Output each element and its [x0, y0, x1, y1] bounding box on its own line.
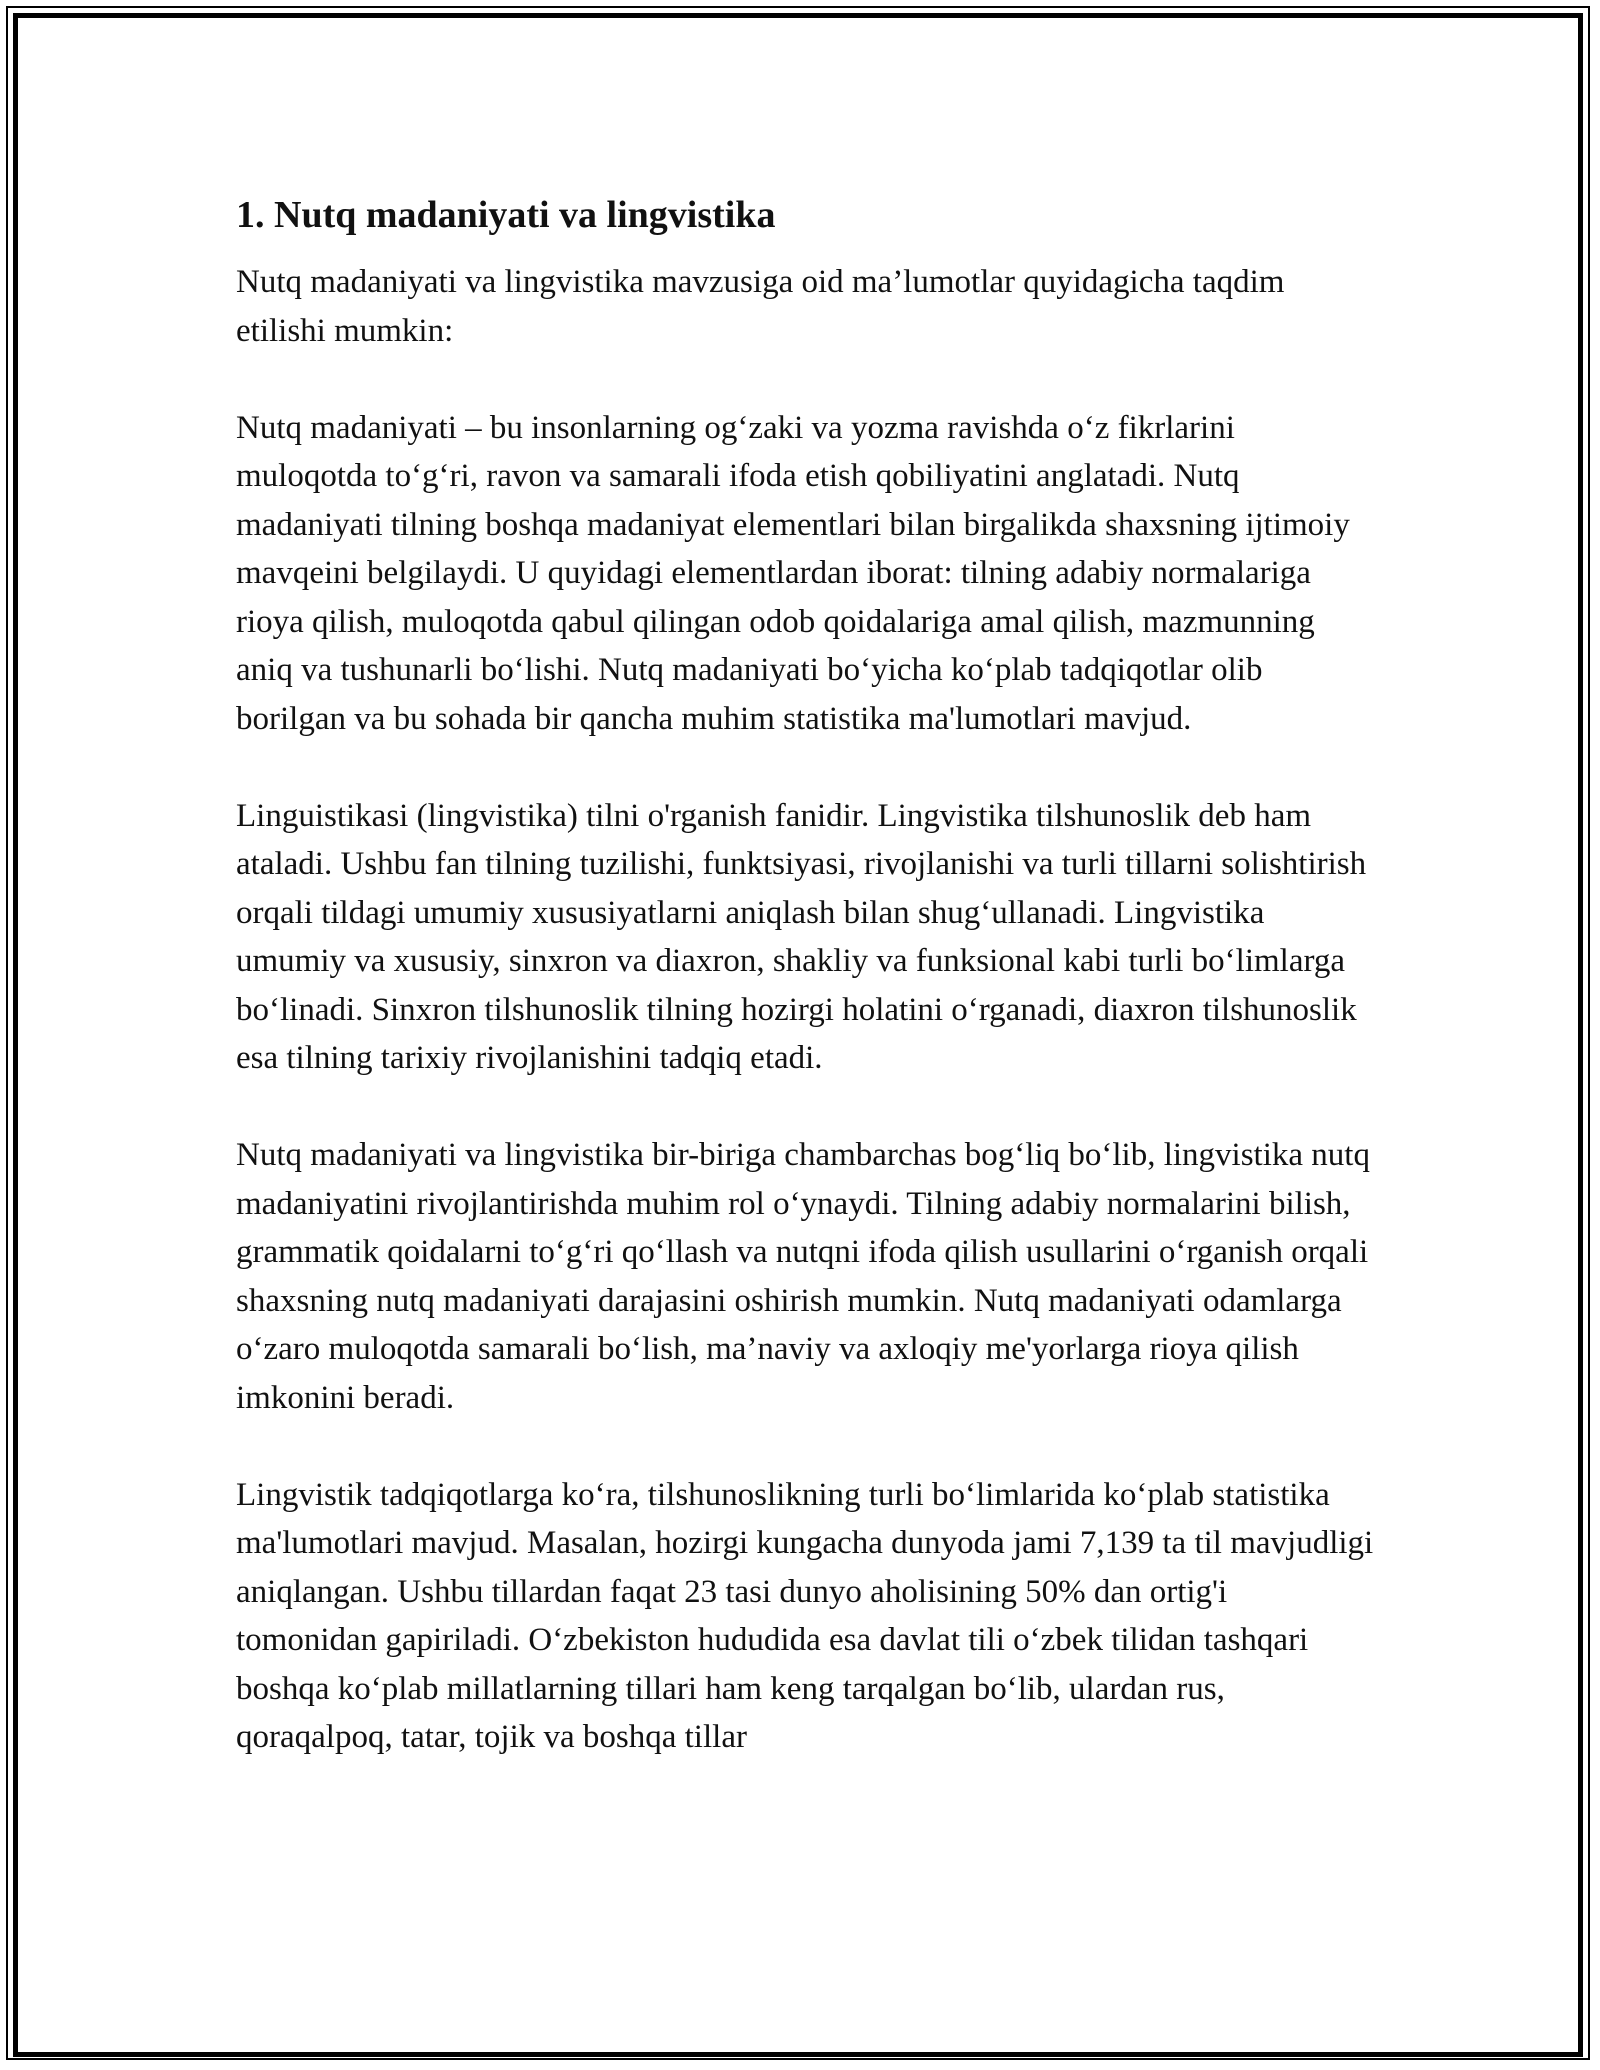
paragraph-linguistics: Linguistikasi (lingvistika) tilni o'rganish fanidir. Lingvistika tilshunoslik deb ham ataladi. Ushbu fan tilning tuzilishi, funktsiyasi, rivojlanishi va turli tillarni solishtirish orqali tildagi umumiy xususiyatlarni aniqlash bilan shugʻullanadi. Lingvistika umumiy va xususiy, sinxron va diaxron, shakliy va funksional kabi turli boʻlimlarga boʻlinadi. Sinxron tilshunoslik tilning hozirgi holatini oʻrganadi, diaxron tilshunoslik esa tilning tarixiy rivojlanishini tadqiq etadi.	[236, 797, 1367, 1076]
paragraph-statistics: Lingvistik tadqiqotlarga koʻra, tilshunoslikning turli boʻlimlarida koʻplab statistika ma'lumotlari mavjud. Masalan, hozirgi kungacha dunyoda jami 7,139 ta til mavjudligi aniqlangan. Ushbu tillardan faqat 23 tasi dunyo aholisining 50% dan ortig'i tomonidan gapiriladi. Oʻzbekiston hududida esa davlat tili oʻzbek tilidan tashqari boshqa koʻplab millatlarning tillari ham keng tarqalgan boʻlib, ulardan rus, qoraqalpoq, tatar, tojik va boshqa tillar	[236, 1476, 1374, 1755]
intro-paragraph: Nutq madaniyati va lingvistika mavzusiga oid ma’lumotlar quyidagicha taqdim etilishi mumkin:	[236, 264, 1285, 349]
paragraph-relationship: Nutq madaniyati va lingvistika bir-biriga chambarchas bogʻliq boʻlib, lingvistika nutq madaniyatini rivojlantirishda muhim rol oʻynaydi. Tilning adabiy normalarini bilish, grammatik qoidalarni toʻgʻri qoʻllash va nutqni ifoda qilish usullarini oʻrganish orqali shaxsning nutq madaniyati darajasini oshirish mumkin. Nutq madaniyati odamlarga oʻzaro muloqotda samarali boʻlish, ma’naviy va axloqiy me'yorlarga rioya qilish imkonini beradi.	[236, 1137, 1370, 1416]
document-body	[236, 188, 1376, 1762]
document-title: 1. Nutq madaniyati va lingvistika	[236, 194, 776, 236]
paragraph-speech-culture: Nutq madaniyati – bu insonlarning ogʻzaki va yozma ravishda oʻz fikrlarini muloqotda toʻgʻri, ravon va samarali ifoda etish qobiliyatini anglatadi. Nutq madaniyati tilning boshqa madaniyat elementlari bilan birgalikda shaxsning ijtimoiy mavqeini belgilaydi. U quyidagi elementlardan iborat: tilning adabiy normalariga rioya qilish, muloqotda qabul qilingan odob qoidalariga amal qilish, mazmunning aniq va tushunarli boʻlishi. Nutq madaniyati boʻyicha koʻplab tadqiqotlar olib borilgan va bu sohada bir qancha muhim statistika ma'lumotlari mavjud.	[236, 409, 1350, 737]
